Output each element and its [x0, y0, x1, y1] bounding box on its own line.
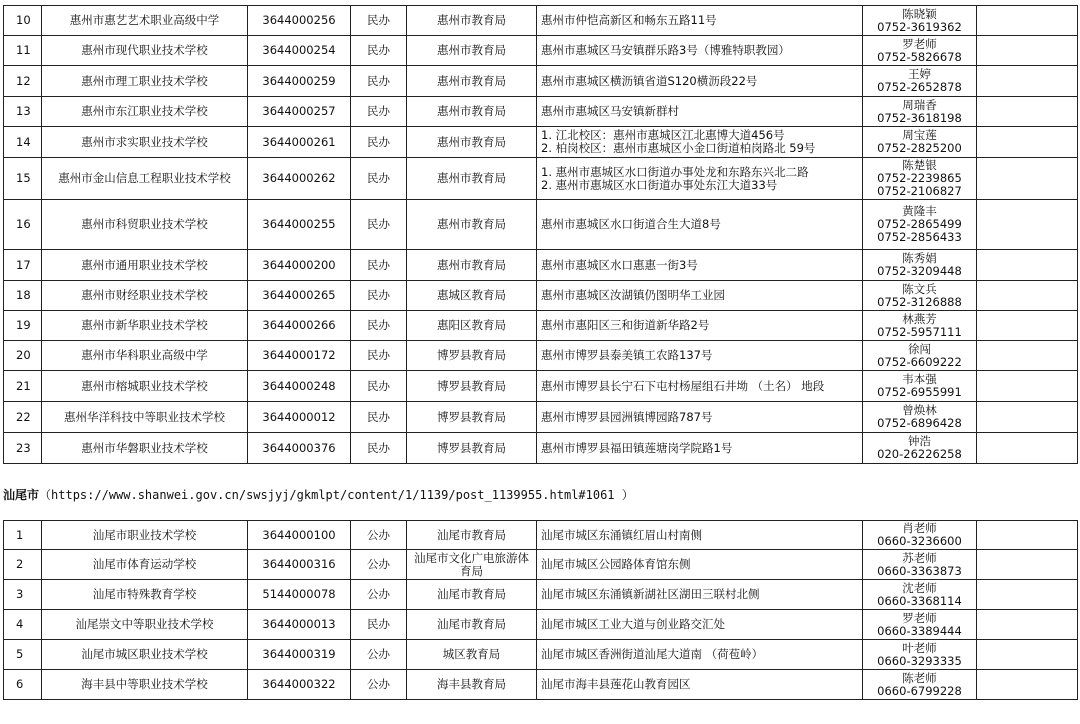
school-code: 3644000100 — [248, 521, 351, 550]
school-address — [537, 670, 863, 700]
contact-info-line: 0752-5957111 — [877, 324, 962, 339]
row-number: 2 — [4, 550, 42, 580]
supervising-authority — [407, 250, 537, 281]
school-address-line: 惠州市惠城区汝湖镇仍图明华工业园 — [541, 288, 725, 302]
supervising-authority-line: 惠州市教育局 — [437, 171, 506, 185]
supervising-authority — [407, 371, 537, 402]
school-code: 3644000254 — [248, 36, 351, 66]
contact-info-line: 曾焕林 — [902, 403, 937, 417]
contact-info — [863, 158, 977, 200]
supervising-authority — [407, 66, 537, 97]
school-address — [537, 341, 863, 371]
contact-info — [863, 371, 977, 402]
row-number: 3 — [4, 580, 42, 610]
table-row — [4, 281, 1078, 311]
school-address-line: 汕尾市海丰县莲花山教育园区 — [541, 677, 691, 691]
supervising-authority-line: 惠州市教育局 — [437, 13, 506, 27]
school-code: 3644000257 — [248, 97, 351, 127]
contact-info-line: 0660-3368114 — [877, 593, 962, 608]
row-number: 6 — [4, 670, 42, 700]
supervising-authority — [407, 610, 537, 640]
supervising-authority-line: 海丰县教育局 — [437, 677, 506, 691]
school-address — [537, 433, 863, 464]
school-code: 3644000261 — [248, 127, 351, 158]
school-address-line: 1. 惠州市惠城区水口街道办事处龙和东路东兴北二路 — [541, 164, 809, 179]
school-type: 民办 — [351, 6, 407, 36]
row-number: 14 — [4, 127, 42, 158]
supervising-authority-line: 博罗县教育局 — [437, 409, 506, 424]
blank-cell — [977, 6, 1078, 36]
supervising-authority-line: 育局 — [460, 563, 483, 578]
school-code: 3644000248 — [248, 371, 351, 402]
school-address — [537, 610, 863, 640]
row-number: 20 — [4, 341, 42, 371]
blank-cell — [977, 341, 1078, 371]
row-number: 5 — [4, 640, 42, 670]
contact-info-line: 周瑞香 — [902, 97, 937, 112]
row-number: 21 — [4, 371, 42, 402]
supervising-authority-line: 博罗县教育局 — [437, 348, 506, 362]
table-row — [4, 66, 1078, 97]
table-row — [4, 6, 1078, 36]
school-type: 民办 — [351, 127, 407, 158]
row-number: 13 — [4, 97, 42, 127]
school-name: 惠州华洋科技中等职业技术学校 — [42, 402, 248, 433]
row-number: 16 — [4, 200, 42, 250]
table-row — [4, 550, 1078, 580]
supervising-authority-line: 惠州市教育局 — [437, 257, 506, 272]
contact-info-line: 0752-2825200 — [877, 141, 962, 155]
contact-info-line: 罗老师 — [902, 610, 937, 625]
school-address-line: 惠州市仲恺高新区和畅东五路11号 — [541, 13, 717, 27]
school-address-line: 惠州市博罗县泰美镇工农路137号 — [541, 348, 713, 362]
school-name: 汕尾崇文中等职业技术学校 — [42, 610, 248, 640]
contact-info-line: 0752-3209448 — [877, 264, 962, 278]
school-code: 3644000200 — [248, 250, 351, 281]
supervising-authority-line: 博罗县教育局 — [437, 378, 506, 393]
supervising-authority — [407, 341, 537, 371]
contact-info-line: 林燕芳 — [902, 311, 937, 326]
school-type: 民办 — [351, 66, 407, 97]
blank-cell — [977, 610, 1078, 640]
supervising-authority-line: 惠州市教育局 — [437, 217, 506, 231]
supervising-authority-line: 惠州市教育局 — [437, 134, 506, 149]
table-row — [4, 670, 1078, 700]
contact-info — [863, 640, 977, 670]
row-number: 1 — [4, 521, 42, 550]
table-row — [4, 433, 1078, 464]
school-address — [537, 402, 863, 433]
supervising-authority — [407, 521, 537, 550]
table-row — [4, 402, 1078, 433]
supervising-authority-line: 惠城区教育局 — [437, 288, 506, 302]
table-row — [4, 580, 1078, 610]
row-number: 4 — [4, 610, 42, 640]
contact-info-line: 0752-2239865 — [877, 171, 962, 185]
school-address — [537, 521, 863, 550]
school-address — [537, 311, 863, 341]
school-name: 惠州市新华职业技术学校 — [42, 311, 248, 341]
contact-info-line: 韦本强 — [902, 372, 937, 386]
contact-info — [863, 66, 977, 97]
shanwei-schools-table — [3, 520, 1078, 700]
contact-info-line: 0660-3236600 — [877, 534, 962, 548]
contact-info-line: 周宝莲 — [902, 128, 937, 142]
table-row — [4, 200, 1078, 250]
contact-info-line: 0752-5826678 — [877, 49, 962, 64]
supervising-authority-line: 博罗县教育局 — [437, 440, 506, 455]
school-type: 民办 — [351, 371, 407, 402]
blank-cell — [977, 371, 1078, 402]
supervising-authority-line: 汕尾市教育局 — [437, 587, 506, 601]
school-name: 惠州市科贸职业技术学校 — [42, 200, 248, 250]
school-address-line: 惠州市博罗县福田镇莲塘岗学院路1号 — [541, 440, 733, 455]
school-name: 惠州市华科职业高级中学 — [42, 341, 248, 371]
contact-info-line: 0752-6955991 — [877, 385, 962, 399]
contact-info-line: 叶老师 — [902, 640, 937, 655]
supervising-authority-line: 惠州市教育局 — [437, 43, 506, 57]
supervising-authority — [407, 36, 537, 66]
contact-info — [863, 402, 977, 433]
section-source-link[interactable]: （https://www.shanwei.gov.cn/swsjyj/gkmlpt/content/1/1139/post_1139955.html#1061 ） — [39, 488, 634, 502]
contact-info-line: 罗老师 — [902, 36, 937, 51]
table-row — [4, 97, 1078, 127]
blank-cell — [977, 66, 1078, 97]
contact-info — [863, 521, 977, 550]
huizhou-table-body — [4, 6, 1078, 464]
school-address-line: 汕尾市城区工业大道与创业路交汇处 — [541, 617, 725, 631]
blank-cell — [977, 250, 1078, 281]
contact-info — [863, 250, 977, 281]
contact-info-line: 0752-6609222 — [877, 354, 962, 369]
school-type: 民办 — [351, 281, 407, 311]
blank-cell — [977, 550, 1078, 580]
school-name: 惠州市财经职业技术学校 — [42, 281, 248, 311]
school-type: 民办 — [351, 200, 407, 250]
blank-cell — [977, 433, 1078, 464]
supervising-authority — [407, 127, 537, 158]
supervising-authority — [407, 200, 537, 250]
school-name: 惠州市理工职业技术学校 — [42, 66, 248, 97]
school-code: 3644000259 — [248, 66, 351, 97]
row-number: 19 — [4, 311, 42, 341]
school-address — [537, 36, 863, 66]
school-address-line: 汕尾市城区东涌镇红眉山村南侧 — [541, 527, 702, 542]
contact-info-line: 沈老师 — [902, 580, 937, 595]
contact-info-line: 020-26226258 — [877, 447, 962, 461]
table-row — [4, 521, 1078, 550]
contact-info-line: 肖老师 — [902, 521, 937, 535]
school-type: 民办 — [351, 402, 407, 433]
school-address-line: 惠州市惠城区马安镇群乐路3号（博雅特职教园） — [541, 43, 790, 57]
contact-info-line: 0660-3363873 — [877, 563, 962, 578]
school-address-line: 汕尾市城区东涌镇新湖社区湖田三联村北侧 — [541, 587, 760, 601]
school-name: 汕尾市体育运动学校 — [42, 550, 248, 580]
row-number: 22 — [4, 402, 42, 433]
table-row — [4, 640, 1078, 670]
school-address — [537, 97, 863, 127]
blank-cell — [977, 200, 1078, 250]
contact-info — [863, 36, 977, 66]
blank-cell — [977, 36, 1078, 66]
contact-info — [863, 127, 977, 158]
school-type: 公办 — [351, 580, 407, 610]
blank-cell — [977, 580, 1078, 610]
school-address-line: 惠州市惠城区水口惠惠一街3号 — [541, 257, 698, 272]
school-address-line: 惠州市博罗县长宁石下屯村杨屋组石井坳 （土名） 地段 — [541, 378, 825, 393]
school-type: 民办 — [351, 36, 407, 66]
contact-info — [863, 341, 977, 371]
contact-info-line: 0660-6799228 — [877, 683, 962, 698]
school-address — [537, 66, 863, 97]
contact-info — [863, 281, 977, 311]
supervising-authority — [407, 311, 537, 341]
school-type: 公办 — [351, 521, 407, 550]
section-heading-shanwei — [3, 487, 1073, 503]
contact-info-line: 黄隆丰 — [902, 204, 937, 218]
school-address — [537, 127, 863, 158]
school-code: 3644000255 — [248, 200, 351, 250]
contact-info-line: 0752-3619362 — [877, 19, 962, 34]
contact-info-line: 苏老师 — [902, 550, 937, 565]
supervising-authority-line: 汕尾市文化广电旅游体 — [414, 550, 529, 565]
school-type: 民办 — [351, 341, 407, 371]
school-name: 惠州市东江职业技术学校 — [42, 97, 248, 127]
school-code: 3644000376 — [248, 433, 351, 464]
blank-cell — [977, 281, 1078, 311]
school-address-line: 惠州市惠城区马安镇新群村 — [541, 104, 679, 118]
supervising-authority — [407, 6, 537, 36]
contact-info-line: 陈楚银 — [902, 158, 937, 172]
contact-info-line: 0752-2856433 — [877, 230, 962, 244]
school-name: 海丰县中等职业技术学校 — [42, 670, 248, 700]
table-row — [4, 36, 1078, 66]
row-number: 15 — [4, 158, 42, 200]
school-name: 汕尾市职业技术学校 — [42, 521, 248, 550]
supervising-authority — [407, 550, 537, 580]
school-code: 3644000256 — [248, 6, 351, 36]
school-type: 民办 — [351, 250, 407, 281]
contact-info-line: 0660-3293335 — [877, 653, 962, 668]
table-row — [4, 311, 1078, 341]
school-code: 3644000172 — [248, 341, 351, 371]
blank-cell — [977, 402, 1078, 433]
school-address — [537, 640, 863, 670]
school-code: 3644000012 — [248, 402, 351, 433]
school-address-line: 惠州市博罗县园洲镇博园路787号 — [541, 409, 713, 424]
table-row — [4, 371, 1078, 402]
supervising-authority-line: 惠州市教育局 — [437, 104, 506, 118]
school-address-line: 2. 柏岗校区：惠州市惠城区小金口街道柏岗路北 59号 — [541, 141, 816, 155]
contact-info-line: 0752-2652878 — [877, 80, 962, 94]
school-name: 惠州市榕城职业技术学校 — [42, 371, 248, 402]
school-name: 惠州市金山信息工程职业技术学校 — [42, 158, 248, 200]
row-number: 18 — [4, 281, 42, 311]
table-row — [4, 610, 1078, 640]
supervising-authority — [407, 433, 537, 464]
contact-info-line: 钟浩 — [908, 434, 931, 448]
school-address — [537, 550, 863, 580]
school-address — [537, 281, 863, 311]
table-row — [4, 341, 1078, 371]
contact-info-line: 0752-2865499 — [877, 217, 962, 231]
school-name: 汕尾市城区职业技术学校 — [42, 640, 248, 670]
supervising-authority — [407, 580, 537, 610]
school-code: 3644000262 — [248, 158, 351, 200]
school-code: 3644000265 — [248, 281, 351, 311]
school-address-line: 1. 江北校区：惠州市惠城区江北惠博大道456号 — [541, 128, 785, 142]
supervising-authority — [407, 640, 537, 670]
contact-info — [863, 433, 977, 464]
supervising-authority — [407, 402, 537, 433]
school-type: 公办 — [351, 640, 407, 670]
supervising-authority — [407, 670, 537, 700]
school-address — [537, 250, 863, 281]
school-name: 惠州市惠艺艺术职业高级中学 — [42, 6, 248, 36]
contact-info-line: 0752-2106827 — [877, 184, 962, 198]
school-type: 公办 — [351, 670, 407, 700]
contact-info — [863, 580, 977, 610]
contact-info-line: 0752-3126888 — [877, 294, 962, 309]
school-type: 民办 — [351, 311, 407, 341]
school-name: 汕尾市特殊教育学校 — [42, 580, 248, 610]
school-code: 3644000322 — [248, 670, 351, 700]
supervising-authority-line: 汕尾市教育局 — [437, 617, 506, 631]
school-name: 惠州市现代职业技术学校 — [42, 36, 248, 66]
school-type: 民办 — [351, 610, 407, 640]
school-address-line: 惠州市惠城区水口街道合生大道8号 — [541, 217, 721, 231]
contact-info-line: 陈秀娟 — [902, 251, 937, 265]
school-code: 3644000316 — [248, 550, 351, 580]
blank-cell — [977, 521, 1078, 550]
school-type: 民办 — [351, 97, 407, 127]
row-number: 11 — [4, 36, 42, 66]
school-address-line: 2. 惠州市惠城区水口街道办事处东江大道33号 — [541, 177, 778, 192]
table-row — [4, 158, 1078, 200]
school-type: 民办 — [351, 433, 407, 464]
school-address — [537, 580, 863, 610]
blank-cell — [977, 127, 1078, 158]
contact-info — [863, 6, 977, 36]
supervising-authority — [407, 97, 537, 127]
contact-info — [863, 97, 977, 127]
school-address — [537, 158, 863, 200]
supervising-authority-line: 汕尾市教育局 — [437, 527, 506, 542]
school-address-line: 惠州市惠阳区三和街道新华路2号 — [541, 318, 710, 332]
school-code: 5144000078 — [248, 580, 351, 610]
school-code: 3644000319 — [248, 640, 351, 670]
school-address-line: 汕尾市城区公园路体育馆东侧 — [541, 557, 691, 571]
contact-info — [863, 200, 977, 250]
contact-info — [863, 311, 977, 341]
school-address — [537, 371, 863, 402]
contact-info-line: 0660-3389444 — [877, 623, 962, 638]
supervising-authority — [407, 158, 537, 200]
blank-cell — [977, 97, 1078, 127]
supervising-authority — [407, 281, 537, 311]
supervising-authority-line: 惠阳区教育局 — [437, 318, 506, 332]
blank-cell — [977, 311, 1078, 341]
school-address-line: 汕尾市城区香洲街道汕尾大道南 （荷苞岭） — [541, 647, 764, 661]
supervising-authority-line: 惠州市教育局 — [437, 73, 506, 88]
school-type: 民办 — [351, 158, 407, 200]
school-type: 公办 — [351, 550, 407, 580]
shanwei-table-body — [4, 521, 1078, 700]
school-code: 3644000013 — [248, 610, 351, 640]
school-address-line: 惠州市惠城区横沥镇省道S120横沥段22号 — [541, 73, 758, 88]
row-number: 12 — [4, 66, 42, 97]
supervising-authority-line: 城区教育局 — [442, 647, 501, 661]
table-row — [4, 127, 1078, 158]
row-number: 23 — [4, 433, 42, 464]
huizhou-schools-table — [3, 5, 1078, 464]
section-city: 汕尾市 — [3, 488, 40, 502]
contact-info-line: 陈文兵 — [902, 281, 937, 296]
row-number: 10 — [4, 6, 42, 36]
blank-cell — [977, 640, 1078, 670]
contact-info — [863, 550, 977, 580]
contact-info — [863, 610, 977, 640]
school-address — [537, 200, 863, 250]
school-code: 3644000266 — [248, 311, 351, 341]
school-address — [537, 6, 863, 36]
contact-info-line: 陈老师 — [902, 670, 937, 685]
blank-cell — [977, 670, 1078, 700]
contact-info-line: 0752-6896428 — [877, 416, 962, 430]
contact-info-line: 陈晓颖 — [902, 6, 937, 21]
contact-info-line: 王婷 — [908, 67, 931, 81]
school-name: 惠州市通用职业技术学校 — [42, 250, 248, 281]
blank-cell — [977, 158, 1078, 200]
school-name: 惠州市华磐职业技术学校 — [42, 433, 248, 464]
contact-info-line: 徐闯 — [908, 341, 931, 356]
table-row — [4, 250, 1078, 281]
row-number: 17 — [4, 250, 42, 281]
contact-info-line: 0752-3618198 — [877, 110, 962, 125]
contact-info — [863, 670, 977, 700]
school-name: 惠州市求实职业技术学校 — [42, 127, 248, 158]
